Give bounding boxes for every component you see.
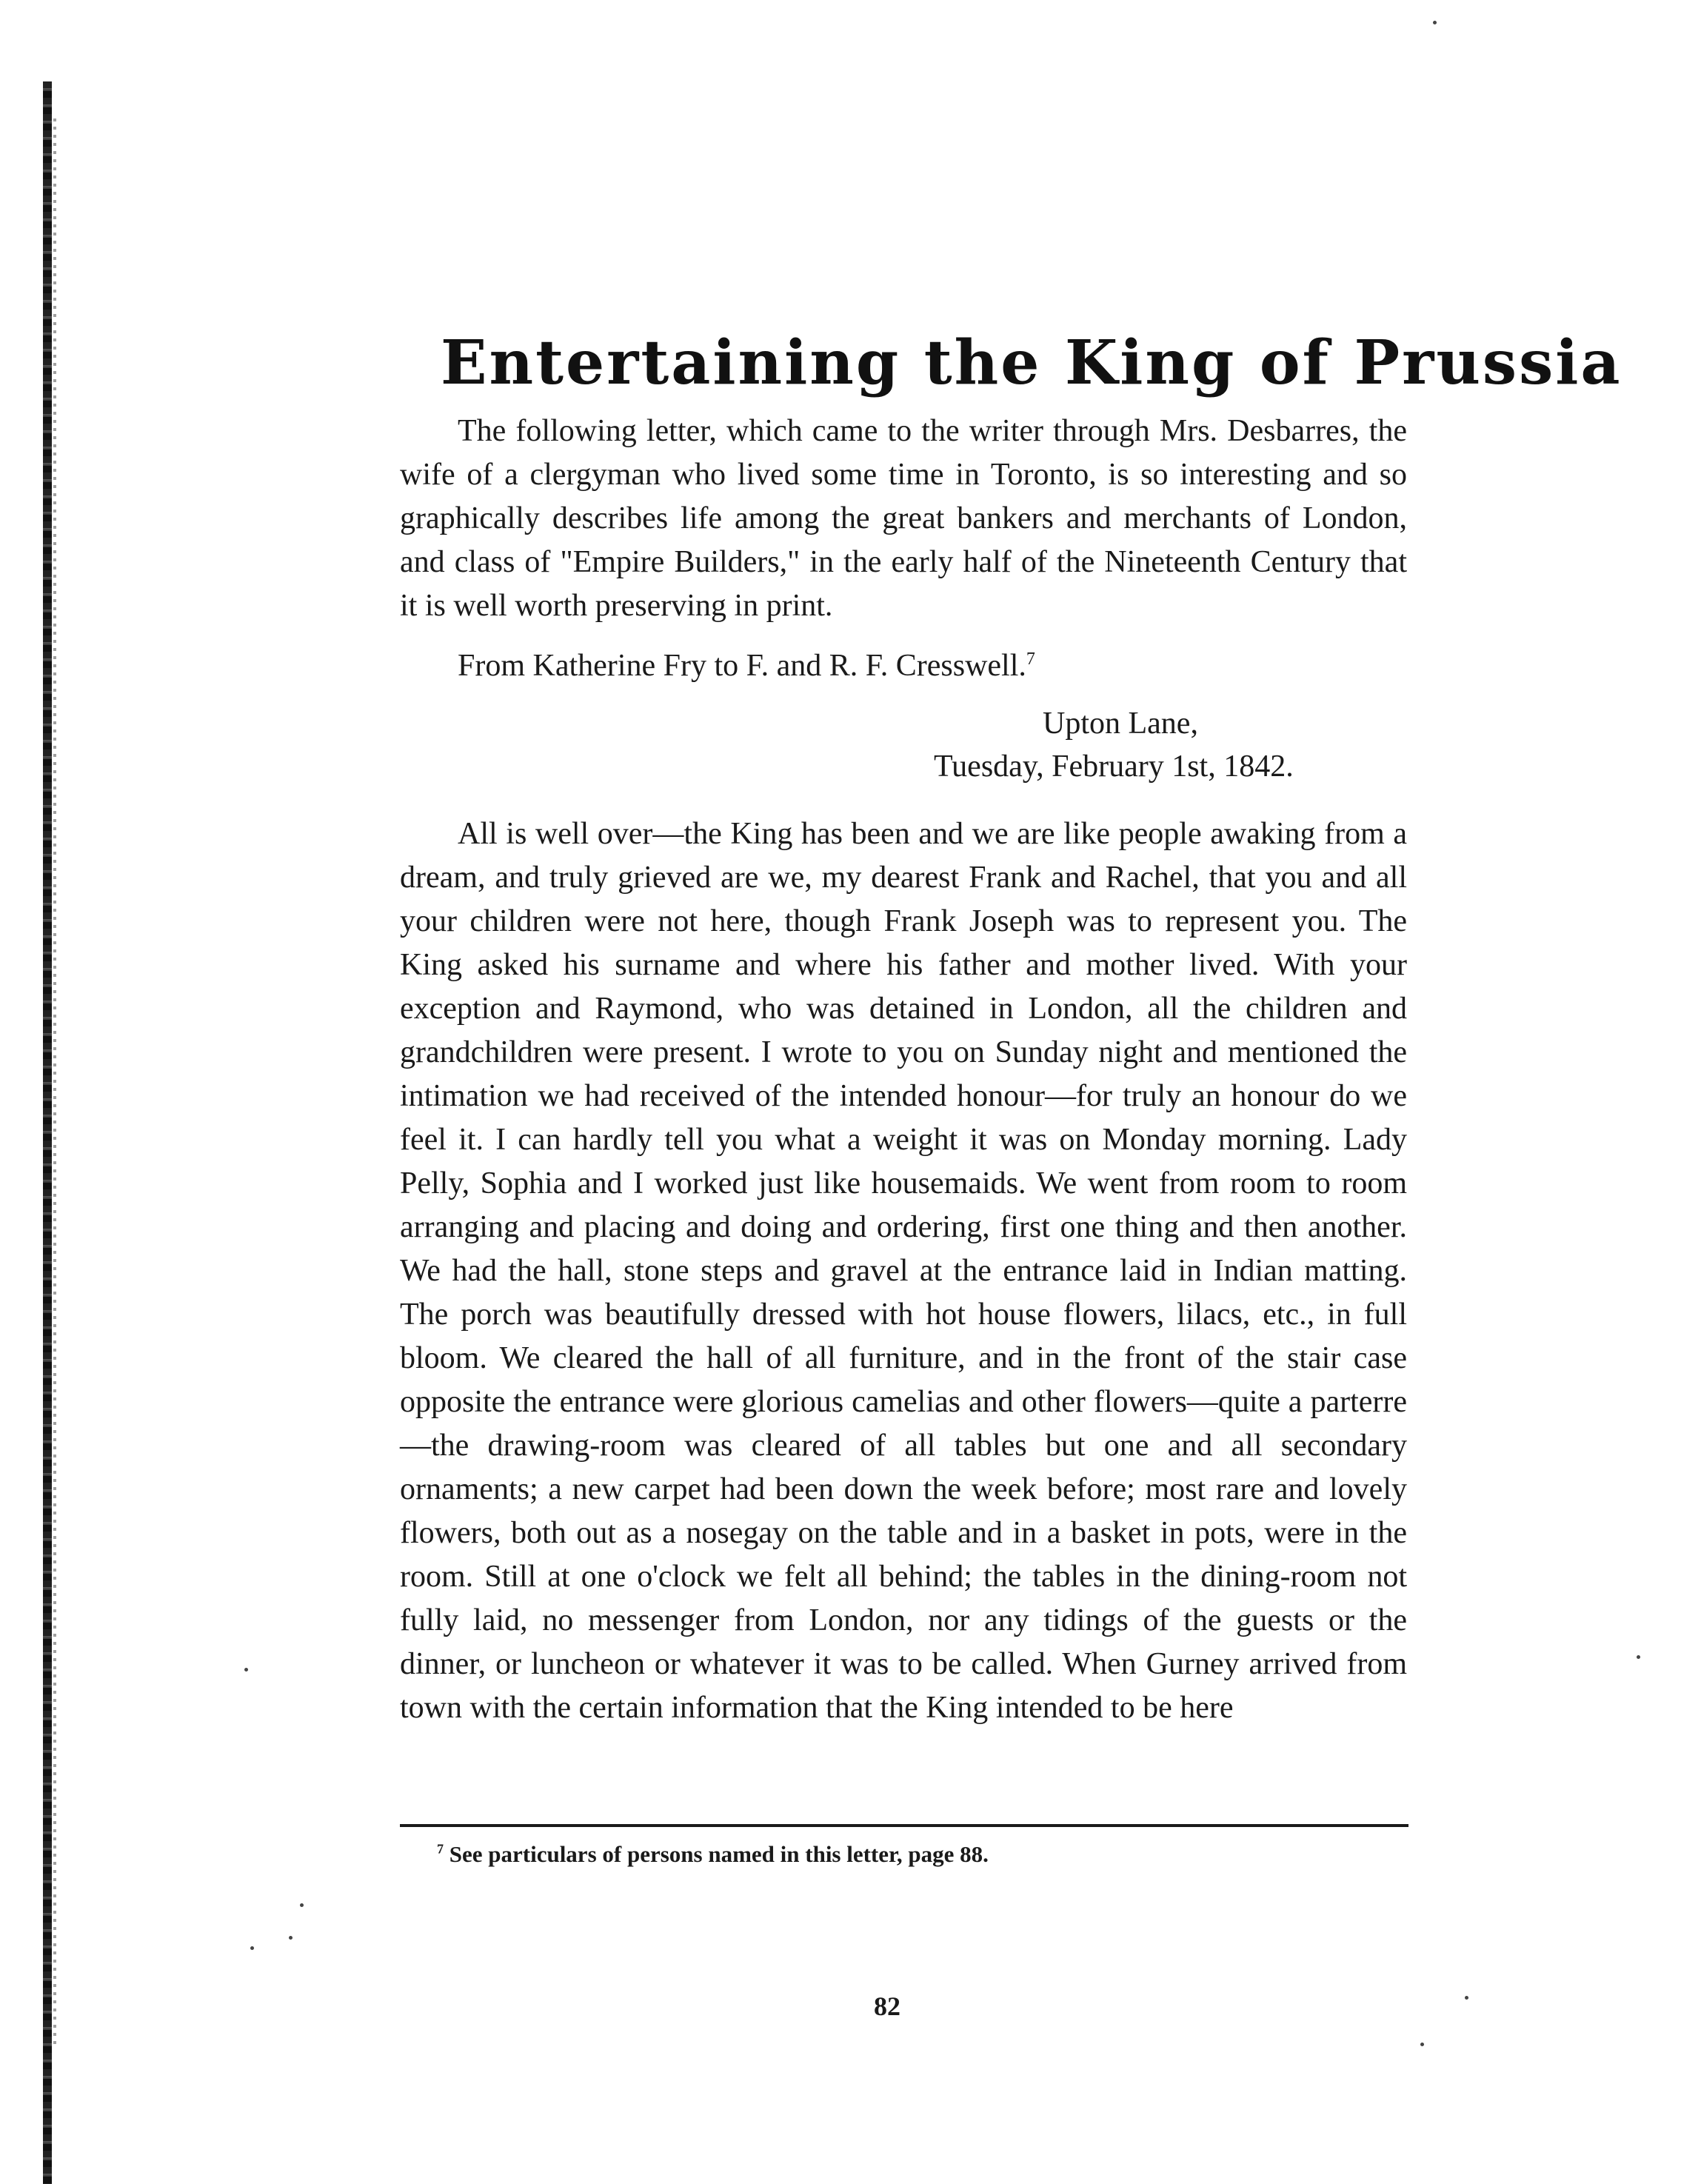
footnote-reference: 7 [1026,649,1035,669]
binding-edge-shadow [53,118,56,2044]
scan-speck [1465,1996,1468,2000]
letter-address-place: Upton Lane, [1043,707,1198,741]
from-line [458,644,1035,688]
intro-paragraph: The following letter, which came to the writer through Mrs. Desbarres, the wife of a clergyman who lived some time in Toronto, is so interesting and so graphically describes life among the great bankers and merchants of London, and class of "Empire Builders," in the early half of the Nineteenth Century that it is well worth preserving in print. [400,414,1407,623]
letter-address-date: Tuesday, February 1st, 1842. [934,749,1294,784]
from-line-text: From Katherine Fry to F. and R. F. Cresswell. [458,649,1026,683]
footnote-divider [400,1824,1408,1827]
binding-edge [43,81,52,2184]
scan-speck [289,1936,293,1940]
footnote [437,1837,989,1872]
footnote-text: See particulars of persons named in this letter, page 88. [449,1841,989,1867]
scan-speck [250,1946,254,1950]
scan-speck [300,1903,304,1907]
scan-speck [1433,21,1437,24]
scan-speck [1637,1655,1640,1659]
footnote-mark: 7 [437,1841,444,1857]
page-number: 82 [874,1991,900,2021]
page-title: Entertaining the King of Prussia [441,327,1623,398]
scan-speck [244,1668,248,1672]
scan-speck [1420,2043,1424,2046]
letter-body: All is well over—the King has been and we are like people awaking from a dream, and truly grieved are we, my dearest Frank and Rachel, that you and all your children were not here, though Frank Joseph was to represent you. The King asked his surname and where his father and mother lived. With your exception and Raymond, who was detained in London, all the children and grandchildren were present. I wrote to you on Sunday night and mentioned the intimation we had received of the intended honour—for truly an honour do we feel it. I can hardly tell you what a weight it was on Monday morning. Lady Pelly, Sophia and I worked just like housemaids. We went from room to room arranging and placing and doing and ordering, first one thing and then another. We had the hall, stone steps and gravel at the entrance laid in Indian matting. The porch was beautifully dressed with hot house flowers, lilacs, etc., in full bloom. We cleared the hall of all furniture, and in the front of the stair case opposite the entrance were glorious camelias and other flowers—quite a parterre—the drawing-room was cleared of all tables but one and all secondary ornaments; a new carpet had been down the week before; most rare and lovely flowers, both out as a nosegay on the table and in a basket in pots, were in the room. Still at one o'clock we felt all behind; the tables in the dining-room not fully laid, no messenger from London, nor any tidings of the guests or the dinner, or luncheon or whatever it was to be called. When Gurney arrived from town with the certain information that the King intended to be here [400,817,1407,1725]
